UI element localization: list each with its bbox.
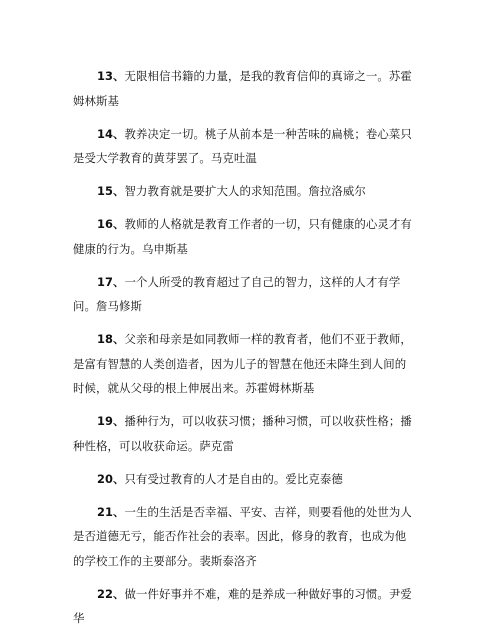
quote-number: 17、 xyxy=(97,274,125,289)
quote-item xyxy=(73,327,415,401)
quote-text: 一生的生活是否幸福、平安、吉祥，则要看他的处世为人是否道德无亏，能否作社会的表率。因此，修身的教育，也成为他的学校工作的主要部分。裴斯泰洛齐 xyxy=(73,504,412,568)
quote-text: 一个人所受的教育超过了自己的智力，这样的人才有学问。詹马修斯 xyxy=(73,274,401,313)
quote-item xyxy=(73,500,415,574)
quote-number: 13、 xyxy=(97,69,125,83)
quote-number: 22、 xyxy=(97,586,125,601)
quote-text: 做一件好事并不难，难的是养成一种做好事的习惯。尹爱华 xyxy=(73,586,412,625)
quote-item xyxy=(73,212,415,261)
quote-list xyxy=(73,64,415,639)
quote-text: 只有受过教育的人才是自由的。爱比克泰德 xyxy=(124,471,343,486)
quote-text: 无限相信书籍的力量，是我的教育信仰的真谛之一。苏霍姆林斯基 xyxy=(73,69,412,108)
quote-item xyxy=(73,179,415,204)
quote-number: 21、 xyxy=(97,504,125,519)
quote-number: 19、 xyxy=(97,414,125,428)
quote-text: 教养决定一切。桃子从前本是一种苦味的扁桃；卷心菜只是受大学教育的黄芽罢了。马克吐温 xyxy=(73,126,412,165)
quote-text: 父亲和母亲是如同教师一样的教育者，他们不亚于教师，是富有智慧的人类创造者，因为儿子的智慧在他还未降生到人间的时候，就从父母的根上伸展出来。苏霍姆林斯基 xyxy=(73,332,412,395)
quote-item xyxy=(73,582,415,631)
quote-item xyxy=(73,270,415,319)
quote-number: 14、 xyxy=(97,126,125,141)
quote-text: 智力教育就是要扩大人的求知范围。詹拉洛威尔 xyxy=(124,184,366,198)
quote-text: 教师的人格就是教育工作者的一切，只有健康的心灵才有健康的行为。乌申斯基 xyxy=(73,217,412,256)
quote-item xyxy=(73,64,415,113)
quote-item xyxy=(73,467,415,492)
quote-number: 18、 xyxy=(97,332,125,346)
quote-text: 播种行为，可以收获习惯；播种习惯，可以收获性格；播种性格，可以收获命运。萨克雷 xyxy=(73,414,412,453)
quote-item xyxy=(73,122,415,171)
quote-number: 20、 xyxy=(97,471,125,486)
quote-number: 15、 xyxy=(97,184,125,198)
quote-number: 16、 xyxy=(97,217,125,231)
quote-item xyxy=(73,409,415,458)
